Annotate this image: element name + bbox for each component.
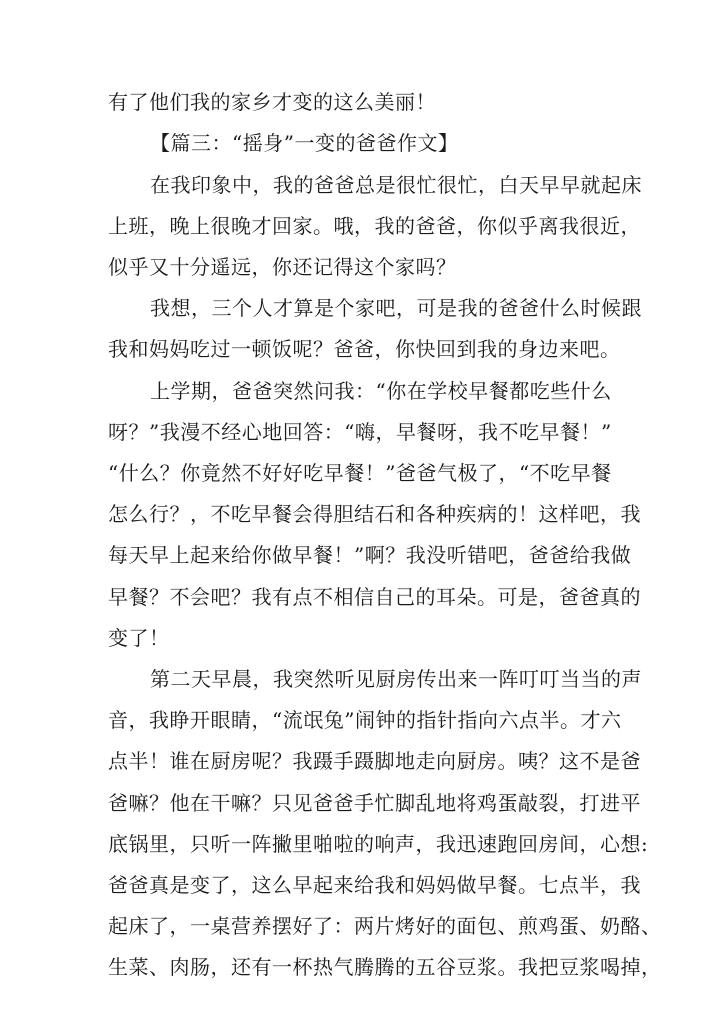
text-line-3: 在我印象中，我的爸爸总是很忙很忙，白天早早就起床 (150, 173, 642, 197)
text-line-22: 生菜、肉肠，还有一杯热气腾腾的五谷豆浆。我把豆浆喝掉， (108, 955, 662, 979)
text-line-15: 第二天早晨，我突然听见厨房传出来一阵叮叮当当的声 (150, 667, 642, 691)
text-line-8: 上学期，爸爸突然问我：“你在学校早餐都吃些什么 (150, 379, 612, 403)
text-line-9: 呀？”我漫不经心地回答：“嗨，早餐呀，我不吃早餐！” (108, 420, 612, 444)
text-line-14: 变了！ (108, 626, 170, 650)
text-line-4: 上班，晚上很晚才回家。哦，我的爸爸，你似乎离我很近， (108, 214, 641, 238)
text-line-12: 每天早上起来给你做早餐！”啊？我没听错吧，爸爸给我做 (108, 543, 632, 567)
text-line-20: 爸爸真是变了，这么早起来给我和妈妈做早餐。七点半，我 (108, 873, 641, 897)
section-title: 【篇三：“摇身”一变的爸爸作文】 (150, 131, 459, 155)
text-line-13: 早餐？不会吧？我有点不相信自己的耳朵。可是，爸爸真的 (108, 585, 641, 609)
text-line-16: 音，我睁开眼睛，“流氓兔”闹钟的指针指向六点半。才六 (108, 708, 622, 732)
text-line-1: 有了他们我的家乡才变的这么美丽！ (108, 90, 436, 114)
text-line-18: 爸嘛？他在干嘛？只见爸爸手忙脚乱地将鸡蛋敲裂，打进平 (108, 791, 641, 815)
text-line-21: 起床了，一桌营养摆好了：两片烤好的面包、煎鸡蛋、奶酪、 (108, 914, 662, 938)
text-line-6: 我想，三个人才算是个家吧，可是我的爸爸什么时候跟 (150, 296, 642, 320)
text-line-5: 似乎又十分遥远，你还记得这个家吗？ (108, 255, 457, 279)
text-line-11: 怎么行？，不吃早餐会得胆结石和各种疾病的！这样吧，我 (108, 502, 641, 526)
text-line-19: 底锅里，只听一阵撇里啪啦的响声，我迅速跑回房间，心想: (108, 832, 649, 856)
text-line-17: 点半！谁在厨房呢？我蹑手蹑脚地走向厨房。咦？这不是爸 (108, 749, 641, 773)
text-line-7: 我和妈妈吃过一顿饭呢？爸爸，你快回到我的身边来吧。 (108, 337, 621, 361)
text-line-10: “什么？你竟然不好好吃早餐！”爸爸气极了，“不吃早餐 (108, 461, 612, 485)
